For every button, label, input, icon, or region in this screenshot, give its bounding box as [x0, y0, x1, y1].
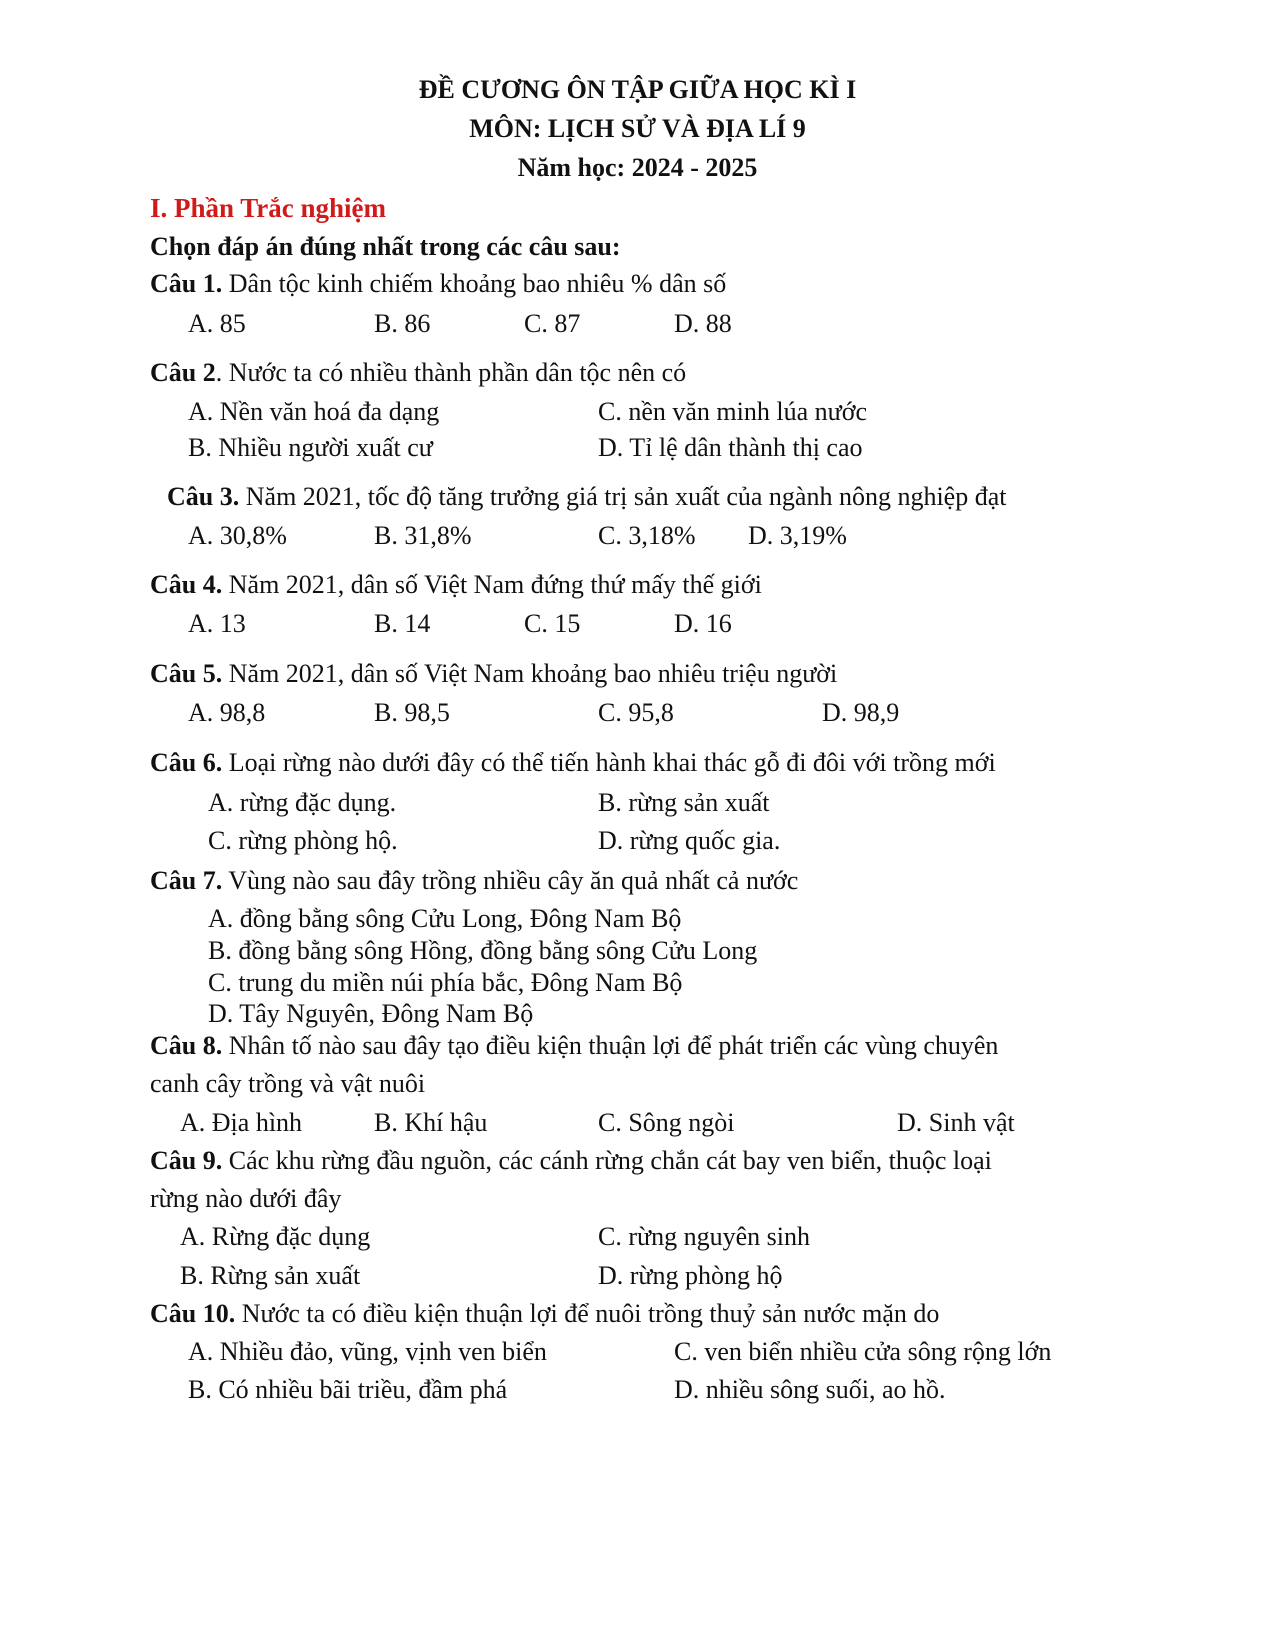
option: C. 95,8 — [598, 698, 674, 727]
question-10 — [150, 1298, 939, 1330]
question-text: Nhân tố nào sau đây tạo điều kiện thuận lợi để phát triển các vùng chuyên — [222, 1031, 999, 1060]
section-title: I. Phần Trắc nghiệm — [150, 193, 387, 223]
option: A. 98,8 — [188, 698, 266, 727]
question-text: Loại rừng nào dưới đây có thể tiến hành khai thác gỗ đi đôi với trồng mới — [222, 748, 996, 777]
question-text: Dân tộc kinh chiếm khoảng bao nhiêu % dân số — [222, 269, 727, 298]
option: B. Rừng sản xuất — [180, 1261, 361, 1290]
option: A. 13 — [188, 609, 246, 638]
option: B. 98,5 — [374, 698, 450, 727]
option: B. 14 — [374, 609, 431, 638]
option: D. Sinh vật — [897, 1108, 1015, 1137]
option: C. rừng nguyên sinh — [598, 1222, 810, 1251]
option: B. 86 — [374, 309, 431, 338]
option: B. Nhiều người xuất cư — [188, 433, 433, 462]
option: A. đồng bằng sông Cửu Long, Đông Nam Bộ — [208, 904, 682, 933]
option: A. 85 — [188, 309, 246, 338]
option: C. 87 — [524, 309, 581, 338]
option: D. rừng quốc gia. — [598, 826, 781, 855]
question-1 — [150, 268, 726, 300]
question-number: Câu 4. — [150, 570, 223, 599]
question-text: Vùng nào sau đây trồng nhiều cây ăn quả nhất cả nước — [222, 866, 799, 895]
option: C. Sông ngòi — [598, 1108, 735, 1137]
option: B. Có nhiều bãi triều, đầm phá — [188, 1375, 508, 1404]
option: B. rừng sản xuất — [598, 788, 770, 817]
option: D. nhiều sông suối, ao hồ. — [674, 1375, 946, 1404]
option: A. rừng đặc dụng. — [208, 788, 397, 817]
school-year: Năm học: 2024 - 2025 — [517, 153, 758, 182]
question-number: Câu 7. — [150, 866, 223, 895]
option: C. rừng phòng hộ. — [208, 826, 398, 855]
option: D. Tỉ lệ dân thành thị cao — [598, 433, 863, 462]
question-8 — [150, 1030, 998, 1062]
question-text: Các khu rừng đầu nguồn, các cánh rừng chắn cát bay ven biển, thuộc loại — [222, 1146, 992, 1175]
option: C. nền văn minh lúa nước — [598, 397, 868, 426]
question-text: Năm 2021, dân số Việt Nam đứng thứ mấy thế giới — [222, 570, 762, 599]
subject-title: MÔN: LỊCH SỬ VÀ ĐỊA LÍ 9 — [469, 114, 806, 143]
question-text-continued: canh cây trồng và vật nuôi — [150, 1069, 426, 1098]
option: A. Nhiều đảo, vũng, vịnh ven biển — [188, 1337, 547, 1366]
question-number: Câu 1. — [150, 269, 223, 298]
option: D. 16 — [674, 609, 732, 638]
document-title: ĐỀ CƯƠNG ÔN TẬP GIỮA HỌC KÌ I — [418, 75, 857, 104]
option: A. Rừng đặc dụng — [180, 1222, 371, 1251]
question-5 — [150, 658, 837, 690]
option: C. ven biển nhiều cửa sông rộng lớn — [674, 1337, 1052, 1366]
question-number: Câu 2 — [150, 358, 216, 387]
option: D. 98,9 — [822, 698, 900, 727]
question-text: Nước ta có điều kiện thuận lợi để nuôi trồng thuỷ sản nước mặn do — [235, 1299, 940, 1328]
question-7 — [150, 865, 798, 897]
question-3 — [167, 481, 1006, 513]
question-text: Năm 2021, tốc độ tăng trưởng giá trị sản xuất của ngành nông nghiệp đạt — [239, 482, 1007, 511]
question-text: Năm 2021, dân số Việt Nam khoảng bao nhiêu triệu người — [222, 659, 838, 688]
option: D. Tây Nguyên, Đông Nam Bộ — [208, 999, 534, 1028]
question-text: . Nước ta có nhiều thành phần dân tộc nên có — [215, 358, 687, 387]
option: A. 30,8% — [188, 521, 287, 550]
question-text-continued: rừng nào dưới đây — [150, 1184, 342, 1213]
option: B. 31,8% — [374, 521, 472, 550]
option: C. 3,18% — [598, 521, 696, 550]
question-4 — [150, 569, 762, 601]
option: B. đồng bằng sông Hồng, đồng bằng sông Cửu Long — [208, 936, 758, 965]
question-number: Câu 3. — [167, 482, 240, 511]
option: B. Khí hậu — [374, 1108, 488, 1137]
question-number: Câu 5. — [150, 659, 223, 688]
option: D. rừng phòng hộ — [598, 1261, 783, 1290]
option: D. 3,19% — [748, 521, 847, 550]
question-2 — [150, 357, 686, 389]
option: C. trung du miền núi phía bắc, Đông Nam Bộ — [208, 968, 683, 997]
instruction: Chọn đáp án đúng nhất trong các câu sau: — [150, 232, 621, 261]
option: D. 88 — [674, 309, 732, 338]
option: A. Nền văn hoá đa dạng — [188, 397, 440, 426]
question-9 — [150, 1145, 992, 1177]
question-number: Câu 10. — [150, 1299, 236, 1328]
question-number: Câu 8. — [150, 1031, 223, 1060]
option: A. Địa hình — [180, 1108, 303, 1137]
question-number: Câu 6. — [150, 748, 223, 777]
option: C. 15 — [524, 609, 581, 638]
question-6 — [150, 747, 996, 779]
question-number: Câu 9. — [150, 1146, 223, 1175]
